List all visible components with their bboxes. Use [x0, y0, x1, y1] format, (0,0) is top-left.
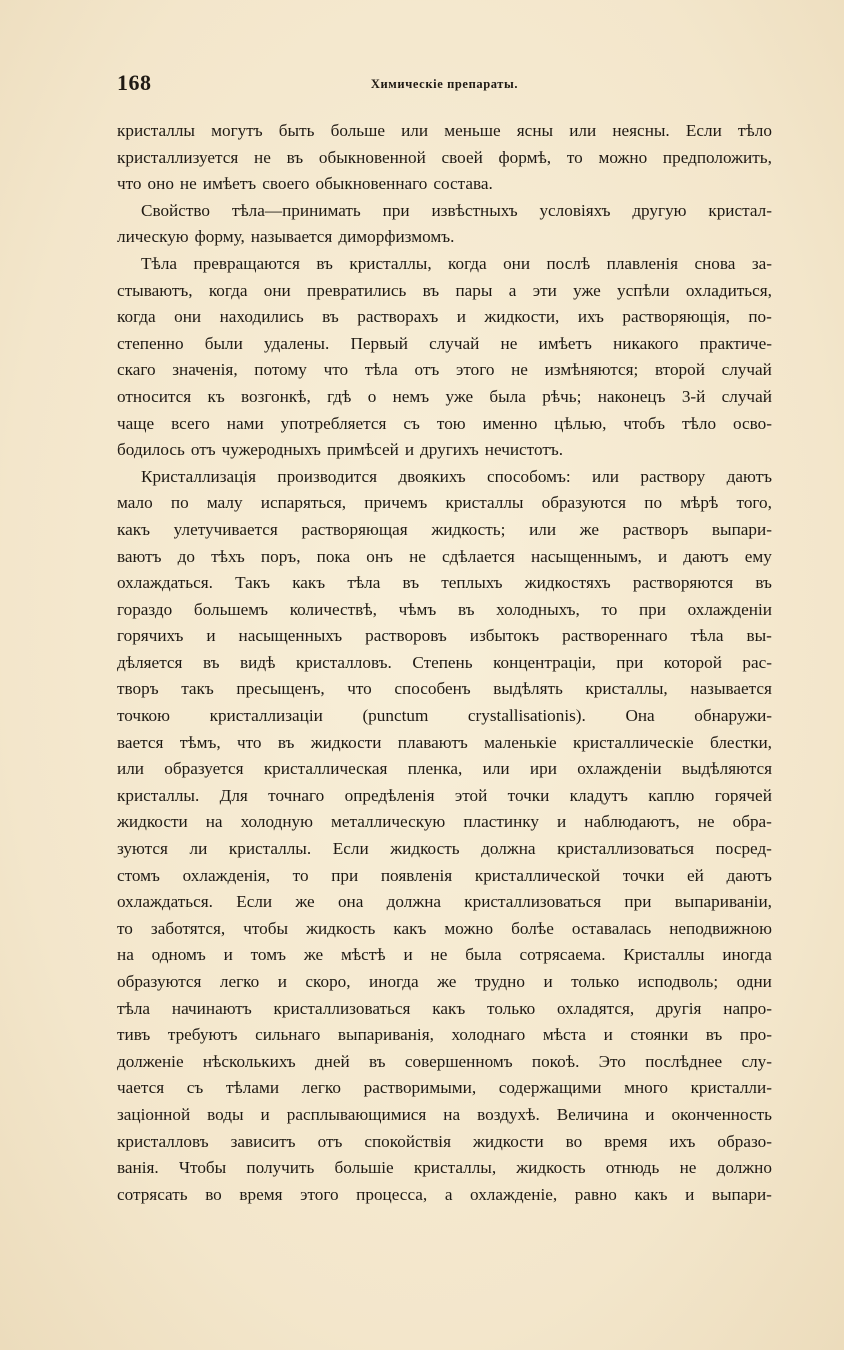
- text-line: скаго значенія, потому что тѣла отъ этого не измѣняются; второй случай: [117, 360, 772, 380]
- text-line: или образуется кристаллическая пленка, или ири охлажденіи выдѣляются: [117, 759, 772, 779]
- page-header: [117, 70, 772, 102]
- text-line: ванія. Чтобы получить большіе кристаллы, жидкость отнюдь не должно: [117, 1158, 772, 1178]
- text-line: на одномъ и томъ же мѣстѣ и не была сотрясаема. Кристаллы иногда: [117, 945, 772, 965]
- text-line: какъ улетучивается растворяющая жидкость; или же растворъ выпари-: [117, 519, 772, 539]
- text-line: творъ такъ пресыщенъ, что способенъ выдѣлять кристаллы, называется: [117, 679, 772, 699]
- text-line: долженіе нѣсколькихъ дней въ совершенномъ покоѣ. Это послѣднее слу-: [117, 1051, 772, 1071]
- text-line: то заботятся, чтобы жидкость какъ можно болѣе оставалась неподвижною: [117, 918, 772, 938]
- text-line: образуются легко и скоро, иногда же трудно и только исподволь; одни: [117, 972, 772, 991]
- text-line: охлаждаться. Такъ какъ тѣла въ теплыхъ жидкостяхъ растворяются въ: [117, 573, 772, 593]
- text-line: Тѣла превращаются въ кристаллы, когда они послѣ плавленія снова за-: [141, 253, 772, 273]
- text-line: кристаллы. Для точнаго опредѣленія этой точки кладутъ каплю горячей: [117, 785, 772, 805]
- text-line: горячихъ и насыщенныхъ растворовъ избытокъ раствореннаго тѣла вы-: [117, 626, 772, 646]
- body-text: [117, 118, 772, 1208]
- text-line: заціонной воды и расплывающимися на воздухѣ. Величина и оконченность: [117, 1104, 772, 1124]
- text-line: точкою кристаллизаціи (punctum crystallisationis). Она обнаружи-: [117, 706, 772, 726]
- text-line: дѣляется въ видѣ кристалловъ. Степень концентраціи, при которой рас-: [117, 652, 772, 672]
- text-line: чается съ тѣлами легко растворимыми, содержащими много кристалли-: [117, 1078, 772, 1098]
- text-line: степенно были удалены. Первый случай не имѣетъ никакого практиче-: [117, 333, 772, 353]
- running-title: Химическіе препараты.: [370, 77, 519, 91]
- text-line: стываютъ, когда они превратились въ пары а эти уже успѣли охладиться,: [117, 280, 772, 300]
- text-line: кристаллизуется не въ обыкновенной своей формѣ, то можно предположить,: [117, 147, 772, 167]
- text-line: кристалловъ зависитъ отъ спокойствія жидкости во время ихъ образо-: [117, 1131, 772, 1151]
- text-line: стомъ охлажденія, то при появленія кристаллической точки ей даютъ: [117, 865, 772, 885]
- text-line: охлаждаться. Если же она должна кристаллизоваться при выпариваніи,: [117, 892, 772, 912]
- text-line: когда они находились въ растворахъ и жидкости, ихъ растворяющія, по-: [117, 307, 772, 327]
- text-line: тѣла начинаютъ кристаллизоваться какъ только охладятся, другія напро-: [117, 998, 772, 1018]
- text-line: что оно не имѣетъ своего обыкновеннаго состава.: [117, 174, 493, 194]
- text-line: относится къ возгонкѣ, гдѣ о немъ уже была рѣчь; наконецъ 3-й случай: [117, 386, 772, 406]
- text-line: гораздо большемъ количествѣ, чѣмъ въ холодныхъ, то при охлажденіи: [117, 599, 772, 619]
- text-line: чаще всего нами употребляется съ тою именно цѣлью, чтобъ тѣло осво-: [117, 413, 772, 433]
- text-line: бодилось отъ чужеродныхъ примѣсей и другихъ нечистотъ.: [117, 440, 564, 460]
- text-line: сотрясать во время этого процесса, а охлажденіе, равно какъ и выпари-: [117, 1184, 772, 1204]
- text-line: тивъ требуютъ сильнаго выпариванія, холоднаго мѣста и стоянки въ про-: [117, 1025, 772, 1045]
- text-line: мало по малу испаряться, причемъ кристаллы образуются по мѣрѣ того,: [117, 493, 772, 513]
- text-line: ваютъ до тѣхъ поръ, пока онъ не сдѣлается насыщеннымъ, и даютъ ему: [117, 546, 772, 566]
- page-number: 168: [117, 70, 152, 95]
- text-line: Свойство тѣла—принимать при извѣстныхъ условіяхъ другую кристал-: [141, 200, 772, 220]
- text-line: зуются ли кристаллы. Если жидкость должна кристаллизоваться посред-: [117, 839, 772, 859]
- text-line: лическую форму, называется диморфизмомъ.: [117, 227, 455, 247]
- text-line: жидкости на холодную металлическую пластинку и наблюдаютъ, не обра-: [117, 812, 772, 832]
- text-line: Кристаллизація производится двоякихъ способомъ: или раствору даютъ: [141, 466, 772, 486]
- text-line: кристаллы могутъ быть больше или меньше ясны или неясны. Если тѣло: [117, 121, 772, 140]
- text-line: вается тѣмъ, что въ жидкости плаваютъ маленькіе кристаллическіе блестки,: [117, 732, 772, 752]
